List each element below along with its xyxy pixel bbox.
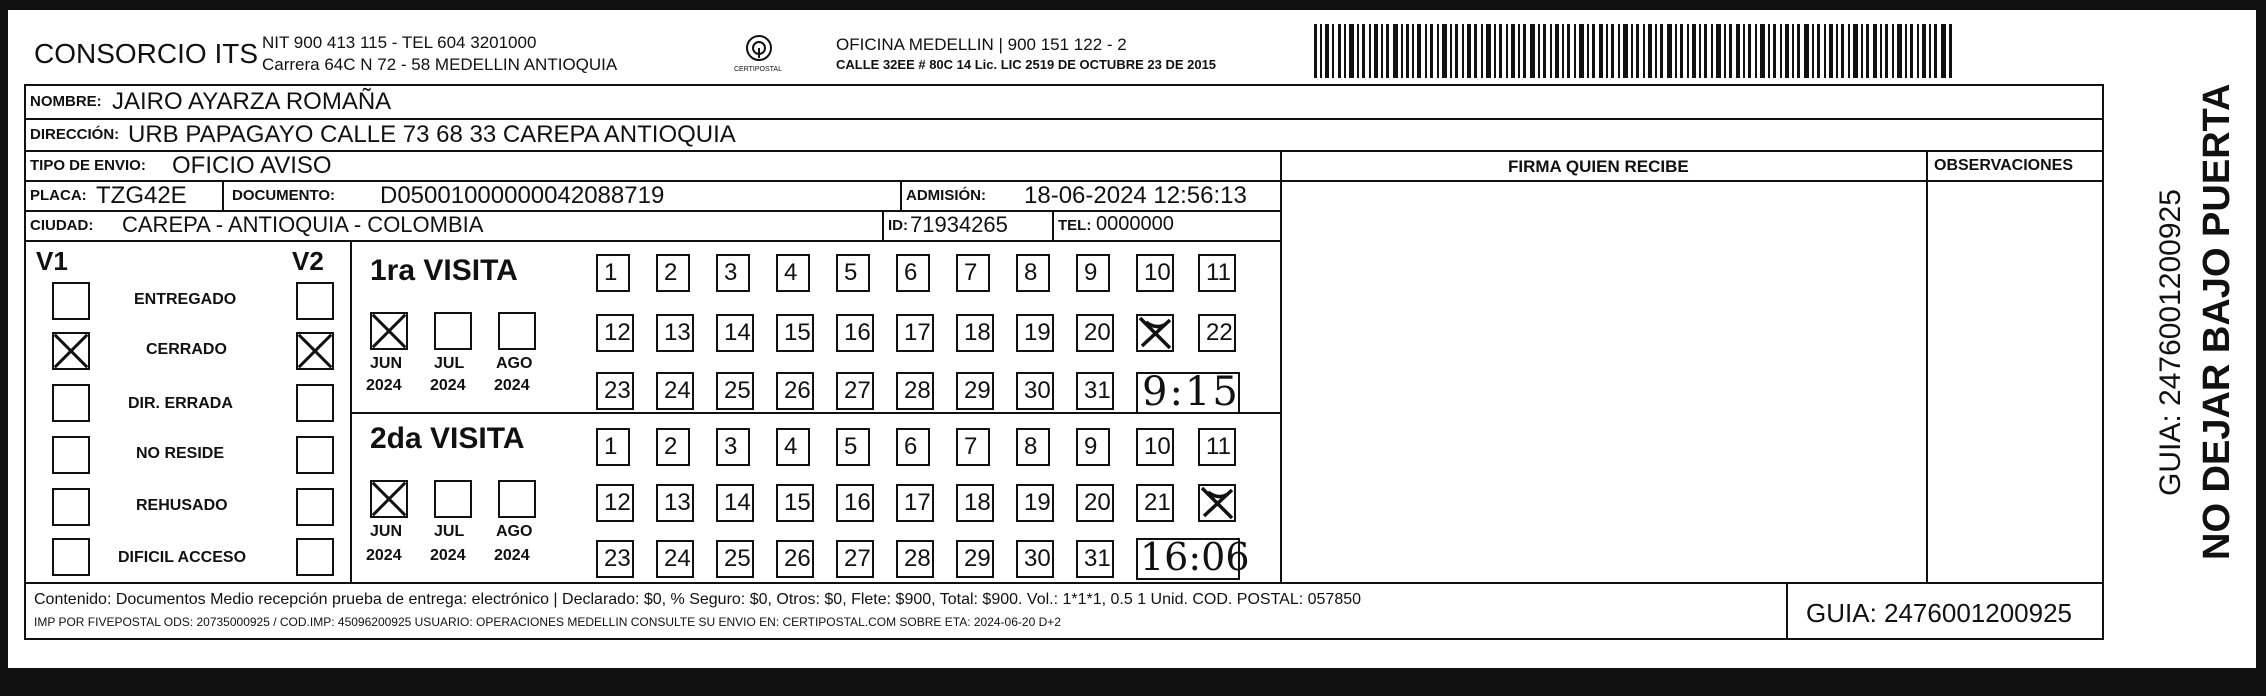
second-visit-month-jun[interactable] <box>370 480 408 518</box>
day-box[interactable]: 13 <box>656 484 694 522</box>
day-box[interactable]: 2 <box>656 428 690 466</box>
nombre-label: NOMBRE: <box>30 93 102 110</box>
second-visit-time: 16:06 <box>1140 535 1250 579</box>
certipostal-logo <box>734 32 784 76</box>
company-nit-tel: NIT 900 413 115 - TEL 604 3201000 <box>262 33 537 52</box>
first-month-ago: AGO <box>496 355 533 372</box>
nombre-value: JAIRO AYARZA ROMAÑA <box>112 88 392 115</box>
rule <box>222 182 224 210</box>
status-label-no-reside: NO RESIDE <box>136 445 225 462</box>
day-box[interactable]: 23 <box>596 372 634 410</box>
v2-checkbox-no-reside[interactable] <box>296 436 334 474</box>
logo-text: CERTIPOSTAL <box>734 66 782 73</box>
second-month-ago: AGO <box>496 523 533 540</box>
first-year-2: 2024 <box>430 377 466 394</box>
documento-label: DOCUMENTO: <box>232 187 336 204</box>
day-box[interactable]: 17 <box>896 314 934 352</box>
day-box[interactable]: 11 <box>1198 428 1236 466</box>
footer-imp-line: IMP POR FIVEPOSTAL ODS: 20735000925 / COD.IMP: 45096200925 USUARIO: OPERACIONES MEDELLIN CONSULTE SU ENVIO EN: CERTIPOSTAL.COM SOBRE ETA: 2024-06-20 D+2 <box>34 615 1061 629</box>
v1-checkbox-no-reside[interactable] <box>52 436 90 474</box>
v2-label: V2 <box>292 246 324 276</box>
day-box[interactable]: 26 <box>776 540 814 578</box>
side-warning: NO DEJAR BAJO PUERTA <box>2196 83 2238 560</box>
day-box[interactable]: 4 <box>776 254 810 292</box>
day-box[interactable]: 13 <box>656 314 694 352</box>
rule <box>1280 150 1282 584</box>
day-box[interactable]: 7 <box>956 254 990 292</box>
admision-label: ADMISIÓN: <box>906 187 986 204</box>
day-box[interactable]: 23 <box>596 540 634 578</box>
day-box[interactable]: 27 <box>836 372 874 410</box>
v1-checkbox-rehusado[interactable] <box>52 488 90 526</box>
day-box[interactable]: 29 <box>956 372 994 410</box>
day-box[interactable]: 6 <box>896 254 930 292</box>
second-month-jun: JUN <box>370 523 403 540</box>
day-box[interactable]: 20 <box>1076 484 1114 522</box>
rule <box>1786 584 1788 640</box>
day-22-checked-mark <box>1198 484 1236 522</box>
id-value: 71934265 <box>910 212 1008 237</box>
day-box[interactable]: 17 <box>896 484 934 522</box>
rule <box>882 212 884 240</box>
day-box[interactable]: 1 <box>596 254 630 292</box>
first-visit-month-jul[interactable] <box>434 312 472 350</box>
day-box[interactable]: 31 <box>1076 372 1114 410</box>
day-box[interactable]: 26 <box>776 372 814 410</box>
day-box[interactable]: 6 <box>896 428 930 466</box>
day-box[interactable]: 19 <box>1016 314 1054 352</box>
second-month-jul: JUL <box>434 523 465 540</box>
company-name: CONSORCIO ITS <box>34 38 259 69</box>
footer-guia: GUIA: 2476001200925 <box>1806 598 2072 628</box>
second-visit-month-ago[interactable] <box>498 480 536 518</box>
second-visit-month-jul[interactable] <box>434 480 472 518</box>
day-box[interactable]: 16 <box>836 484 874 522</box>
day-box[interactable]: 3 <box>716 254 750 292</box>
day-box[interactable]: 9 <box>1076 428 1110 466</box>
day-box[interactable]: 9 <box>1076 254 1110 292</box>
day-box[interactable]: 15 <box>776 484 814 522</box>
v2-checkbox-dificil-acceso[interactable] <box>296 538 334 576</box>
day-box[interactable]: 5 <box>836 254 870 292</box>
observaciones-label: OBSERVACIONES <box>1934 157 2073 174</box>
day-box[interactable]: 16 <box>836 314 874 352</box>
day-box[interactable]: 12 <box>596 484 634 522</box>
day-box[interactable]: 5 <box>836 428 870 466</box>
day-box[interactable]: 29 <box>956 540 994 578</box>
placa-value: TZG42E <box>96 182 187 209</box>
admision-value: 18-06-2024 12:56:13 <box>1024 182 1247 209</box>
day-box[interactable]: 25 <box>716 372 754 410</box>
office-line: OFICINA MEDELLIN | 900 151 122 - 2 <box>836 35 1127 54</box>
tipo-value: OFICIO AVISO <box>172 152 332 179</box>
status-label-cerrado: CERRADO <box>146 341 227 358</box>
day-box[interactable]: 10 <box>1136 428 1174 466</box>
day-box[interactable]: 8 <box>1016 428 1050 466</box>
v2-checkbox-dir-errada[interactable] <box>296 384 334 422</box>
company-address: Carrera 64C N 72 - 58 MEDELLIN ANTIOQUIA <box>262 55 618 74</box>
top-border <box>0 0 2266 10</box>
first-visit-month-ago[interactable] <box>498 312 536 350</box>
status-label-rehusado: REHUSADO <box>136 497 228 514</box>
day-box[interactable]: 4 <box>776 428 810 466</box>
rule <box>1926 150 1928 584</box>
ciudad-value: CAREPA - ANTIOQUIA - COLOMBIA <box>122 212 484 237</box>
observations-area[interactable] <box>1930 182 2102 582</box>
status-label-entregado: ENTREGADO <box>134 291 237 308</box>
tel-label: TEL: <box>1058 217 1092 234</box>
rule <box>24 118 2104 120</box>
day-box[interactable]: 1 <box>596 428 630 466</box>
day-box[interactable]: 14 <box>716 314 754 352</box>
day-box[interactable]: 31 <box>1076 540 1114 578</box>
tipo-label: TIPO DE ENVIO: <box>30 157 146 174</box>
second-year-3: 2024 <box>494 547 530 564</box>
direccion-value: URB PAPAGAYO CALLE 73 68 33 CAREPA ANTIOQUIA <box>128 121 736 148</box>
day-box[interactable]: 15 <box>776 314 814 352</box>
second-year-1: 2024 <box>366 547 402 564</box>
day-box[interactable]: 10 <box>1136 254 1174 292</box>
first-month-jul: JUL <box>434 355 465 372</box>
first-visit-day-grid <box>596 254 1276 414</box>
first-year-3: 2024 <box>494 377 530 394</box>
rule <box>24 582 2104 584</box>
day-box[interactable]: 2 <box>656 254 690 292</box>
first-visit-time: 9:15 <box>1142 369 1240 415</box>
day-box[interactable]: 25 <box>716 540 754 578</box>
second-visit-title: 2da VISITA <box>370 422 525 455</box>
footer-content-line: Contenido: Documentos Medio recepción prueba de entrega: electrónico | Declarado: $0, % Seguro: $0, Otros: $0, Flete: $900, Total: $900. Vol.: 1*1*1, 0.5 1 Unid. COD. POSTAL: 057850 <box>34 591 1362 608</box>
tel-value: 0000000 <box>1096 213 1174 235</box>
day-box[interactable]: 20 <box>1076 314 1114 352</box>
barcode <box>1314 24 1952 78</box>
day-box[interactable]: 28 <box>896 540 934 578</box>
day-box[interactable]: 18 <box>956 484 994 522</box>
day-box[interactable]: 19 <box>1016 484 1054 522</box>
day-box[interactable]: 18 <box>956 314 994 352</box>
left-border <box>0 0 8 696</box>
first-month-jun: JUN <box>370 355 403 372</box>
first-year-1: 2024 <box>366 377 402 394</box>
day-box[interactable]: 8 <box>1016 254 1050 292</box>
bottom-border <box>0 668 2266 696</box>
v1-label: V1 <box>36 246 68 276</box>
day-box[interactable]: 11 <box>1198 254 1236 292</box>
day-box[interactable]: 27 <box>836 540 874 578</box>
v2-checkbox-rehusado[interactable] <box>296 488 334 526</box>
day-box[interactable]: 21 <box>1136 484 1174 522</box>
rule <box>900 182 902 210</box>
first-visit-month-jun[interactable] <box>370 312 408 350</box>
placa-label: PLACA: <box>30 187 87 204</box>
v2-checkbox-cerrado[interactable] <box>296 332 334 370</box>
ciudad-label: CIUDAD: <box>30 217 94 234</box>
right-border <box>2256 0 2266 696</box>
rule <box>24 150 2104 152</box>
day-21-checked-mark <box>1136 314 1174 352</box>
v1-checkbox-entregado[interactable] <box>52 282 90 320</box>
id-label: ID: <box>888 217 908 234</box>
day-box[interactable]: 7 <box>956 428 990 466</box>
documento-value: D05001000000042088719 <box>380 182 665 209</box>
second-year-2: 2024 <box>430 547 466 564</box>
day-box[interactable]: 12 <box>596 314 634 352</box>
status-label-dir-errada: DIR. ERRADA <box>128 395 233 412</box>
day-box[interactable]: 30 <box>1016 540 1054 578</box>
direccion-label: DIRECCIÓN: <box>30 126 120 143</box>
signature-area[interactable] <box>1284 182 1924 582</box>
first-visit-title: 1ra VISITA <box>370 254 518 287</box>
status-label-dificil-acceso: DIFICIL ACCESO <box>118 549 247 566</box>
day-box[interactable]: 24 <box>656 540 694 578</box>
firma-label: FIRMA QUIEN RECIBE <box>1508 157 1689 176</box>
day-box[interactable]: 24 <box>656 372 694 410</box>
day-box[interactable]: 3 <box>716 428 750 466</box>
v1-checkbox-dificil-acceso[interactable] <box>52 538 90 576</box>
day-box[interactable]: 28 <box>896 372 934 410</box>
second-visit-day-grid <box>596 428 1276 580</box>
day-box[interactable]: 22 <box>1198 314 1236 352</box>
day-box[interactable]: 14 <box>716 484 754 522</box>
day-box[interactable]: 30 <box>1016 372 1054 410</box>
rule <box>1052 212 1054 240</box>
v1-checkbox-dir-errada[interactable] <box>52 384 90 422</box>
rule <box>24 240 1282 242</box>
side-guia: GUIA: 2476001200925 <box>2154 189 2187 496</box>
license-line: CALLE 32EE # 80C 14 Lic. LIC 2519 DE OCTUBRE 23 DE 2015 <box>836 57 1217 72</box>
v1-checkbox-cerrado[interactable] <box>52 332 90 370</box>
v2-checkbox-entregado[interactable] <box>296 282 334 320</box>
